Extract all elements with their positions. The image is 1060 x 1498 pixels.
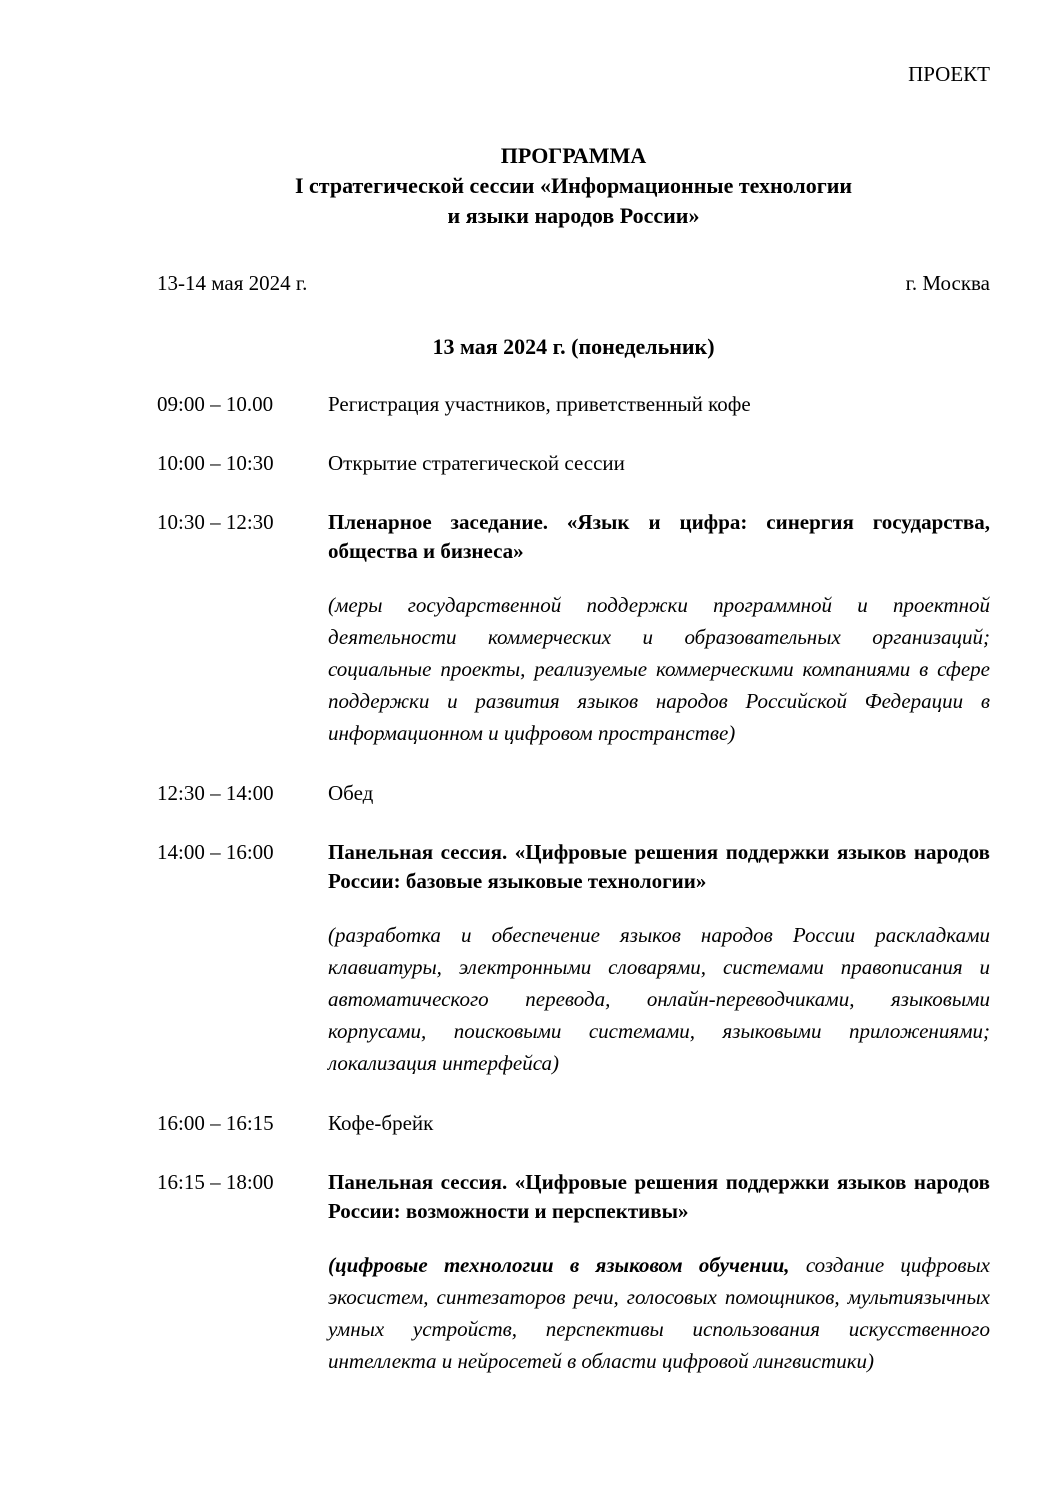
schedule-event — [157, 449, 990, 478]
event-date-range: 13-14 мая 2024 г. — [157, 271, 308, 295]
event-description — [328, 779, 990, 808]
event-description — [328, 1109, 990, 1138]
event-description — [328, 449, 990, 478]
schedule-event — [157, 1168, 990, 1377]
schedule-event — [157, 838, 990, 1079]
event-time: 14:00 – 16:00 — [157, 840, 274, 864]
day-heading: 13 мая 2024 г. (понедельник) — [432, 334, 715, 359]
schedule-event — [157, 508, 990, 749]
document-title-line1: ПРОГРАММА — [500, 143, 647, 168]
event-time: 12:30 – 14:00 — [157, 781, 274, 805]
event-title: Обед — [328, 781, 374, 805]
event-description — [328, 838, 990, 1079]
event-note-rest: (разработка и обеспечение языков народов России раскладками клавиатуры, электронными словарями, системами правописания и автоматического перевода, онлайн-переводчиками, языковыми корпусами, поисковыми системами, языковыми приложениями; локализация интерфейса) — [328, 923, 990, 1075]
document-title-line2: I стратегической сессии «Информационные технологии — [294, 173, 853, 198]
event-description — [328, 1168, 990, 1377]
document-title-line3: и языки народов России» — [447, 203, 700, 228]
event-time: 09:00 – 10.00 — [157, 392, 274, 416]
event-title: Панельная сессия. «Цифровые решения поддержки языков народов России: базовые языковые технологии» — [328, 840, 990, 893]
event-note-lead: (цифровые технологии в языковом обучении, — [328, 1253, 790, 1277]
event-note — [328, 1249, 990, 1377]
event-note-rest: (меры государственной поддержки программной и проектной деятельности коммерческих и образовательных организаций; социальные проекты, реализуемые коммерческими компаниями в сфере поддержки и развития языков народов Российской Федерации в информационном и цифровом пространстве) — [328, 593, 990, 745]
schedule-event — [157, 390, 990, 419]
schedule-event — [157, 779, 990, 808]
event-description — [328, 390, 990, 419]
date-location-row — [157, 271, 990, 296]
schedule-event — [157, 1109, 990, 1138]
event-time: 10:00 – 10:30 — [157, 451, 274, 475]
event-title: Регистрация участников, приветственный кофе — [328, 392, 751, 416]
event-note — [328, 589, 990, 749]
event-note-rest: создание цифровых экосистем, синтезаторов речи, голосовых помощников, мультиязычных умных устройств, перспективы использования искусственного интеллекта и нейросетей в области цифровой лингвистики) — [328, 1253, 990, 1373]
event-title: Кофе-брейк — [328, 1111, 434, 1135]
event-time: 16:00 – 16:15 — [157, 1111, 274, 1135]
schedule-list — [157, 390, 990, 1377]
project-watermark-label: ПРОЕКТ — [908, 62, 990, 86]
event-time: 16:15 – 18:00 — [157, 1170, 274, 1194]
event-time: 10:30 – 12:30 — [157, 510, 274, 534]
event-title: Открытие стратегической сессии — [328, 451, 625, 475]
event-description — [328, 508, 990, 749]
event-title: Панельная сессия. «Цифровые решения поддержки языков народов России: возможности и перспективы» — [328, 1170, 990, 1223]
event-note — [328, 919, 990, 1079]
event-location: г. Москва — [905, 271, 990, 295]
document-title — [157, 141, 990, 231]
event-title: Пленарное заседание. «Язык и цифра: синергия государства, общества и бизнеса» — [328, 510, 990, 563]
